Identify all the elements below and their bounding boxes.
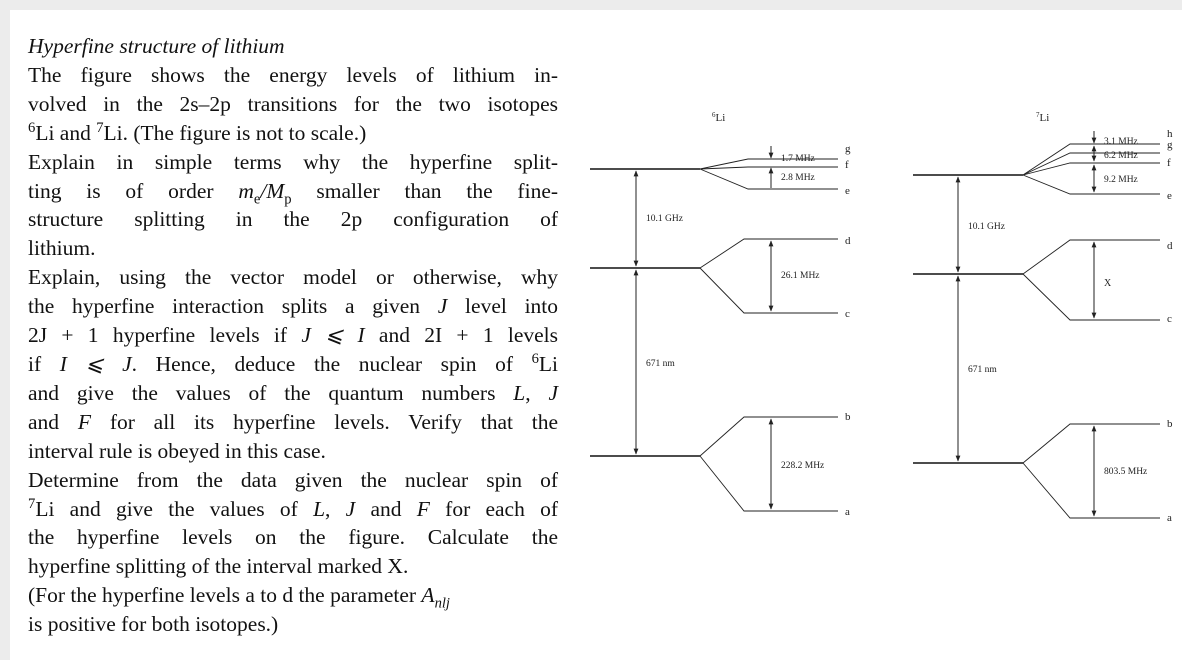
li6-label-a: a [845, 506, 850, 518]
text-line-2: volved in the 2s–2p transitions for the two isotopes [28, 91, 558, 116]
li6-split-gf: 1.7 MHz [781, 154, 815, 164]
text-line-14: interval rule is obeyed in this case. [28, 438, 326, 463]
text-line-9: the hyperfine interaction splits a given J level into [28, 294, 559, 319]
li6-level-e [700, 169, 838, 189]
li6-label: $^6$Li [712, 111, 726, 124]
text-line-19: (For the hyperfine levels a to d the parameter $A_{nlj}$ [28, 583, 450, 612]
text-line-16: $^7$Li and give the values of L, J and F for each of [28, 495, 559, 521]
li7-label-f: f [1167, 157, 1171, 169]
li7-split-fe: 9.2 MHz [1104, 175, 1138, 185]
li7-label-a: a [1167, 512, 1172, 524]
li6-level-b [700, 417, 838, 456]
li7-label-g: g [1167, 139, 1173, 151]
text-line-20: is positive for both isotopes.) [28, 612, 279, 637]
text-line-7: lithium. [28, 236, 96, 261]
li6-fine-gap: 10.1 GHz [646, 214, 683, 224]
li7-split-x: X [1104, 278, 1112, 289]
li7-label: $^7$Li [1036, 111, 1050, 124]
li6-diagram [590, 111, 851, 518]
text-line-1: The figure shows the energy levels of lithium in- [28, 62, 558, 87]
text-line-3: $^6$Li and $^7$Li. (The figure is not to scale.) [28, 119, 367, 145]
li6-level-f [700, 167, 838, 169]
page [10, 10, 1182, 660]
li6-label-c: c [845, 308, 850, 320]
li6-split-dc: 26.1 MHz [781, 271, 820, 281]
li6-label-g: g [845, 143, 851, 155]
text-line-6: structure splitting in the 2p configuration of [28, 207, 558, 232]
text-line-17: the hyperfine levels on the figure. Calculate the [28, 525, 558, 550]
li7-wavelength: 671 nm [968, 365, 997, 375]
li6-level-d [700, 239, 838, 268]
text-line-10: 2J + 1 hyperfine levels if J ⩽ I and 2I + 1 levels [28, 323, 559, 348]
li7-level-d [1023, 240, 1160, 274]
li6-label-b: b [845, 411, 851, 423]
li7-label-d: d [1167, 240, 1173, 252]
li7-level-g [1023, 153, 1160, 175]
text-line-18: hyperfine splitting of the interval marked X. [28, 554, 409, 579]
text-line-13: and F for all its hyperfine levels. Verify that the [28, 409, 559, 434]
li6-split-fe: 2.8 MHz [781, 173, 815, 183]
li7-label-h: h [1167, 128, 1173, 140]
li7-level-b [1023, 424, 1160, 463]
li6-label-d: d [845, 235, 851, 247]
problem-title: Hyperfine structure of lithium [28, 34, 285, 58]
li7-split-ba: 803.5 MHz [1104, 467, 1148, 477]
li6-label-f: f [845, 159, 849, 171]
energy-level-figure [10, 10, 1182, 660]
li7-level-h [1023, 144, 1160, 175]
text-line-5: ting is of order $m_e/M_p$ smaller than the fine- [28, 178, 559, 207]
li7-fine-gap: 10.1 GHz [968, 222, 1005, 232]
li7-label-e: e [1167, 190, 1172, 202]
li7-label-b: b [1167, 418, 1173, 430]
text-line-11: if I ⩽ J. Hence, deduce the nuclear spin of $^6$Li [28, 350, 559, 376]
li7-split-hg: 3.1 MHz [1104, 137, 1138, 147]
li7-level-c [1023, 274, 1160, 320]
li7-level-f [1023, 163, 1160, 175]
text-line-15: Determine from the data given the nuclear spin of [28, 467, 558, 492]
li6-wavelength: 671 nm [646, 359, 675, 369]
li7-level-e [1023, 175, 1160, 194]
li6-label-e: e [845, 185, 850, 197]
li7-label-c: c [1167, 313, 1172, 325]
text-line-8: Explain, using the vector model or otherwise, why [28, 265, 558, 290]
li6-split-ba: 228.2 MHz [781, 461, 825, 471]
li7-split-gf: 6.2 MHz [1104, 151, 1138, 161]
li7-diagram [913, 111, 1173, 524]
text-line-12: and give the values of the quantum numbers L, J [28, 380, 559, 405]
text-line-4: Explain in simple terms why the hyperfine split- [28, 149, 558, 174]
li6-level-g [700, 159, 838, 169]
